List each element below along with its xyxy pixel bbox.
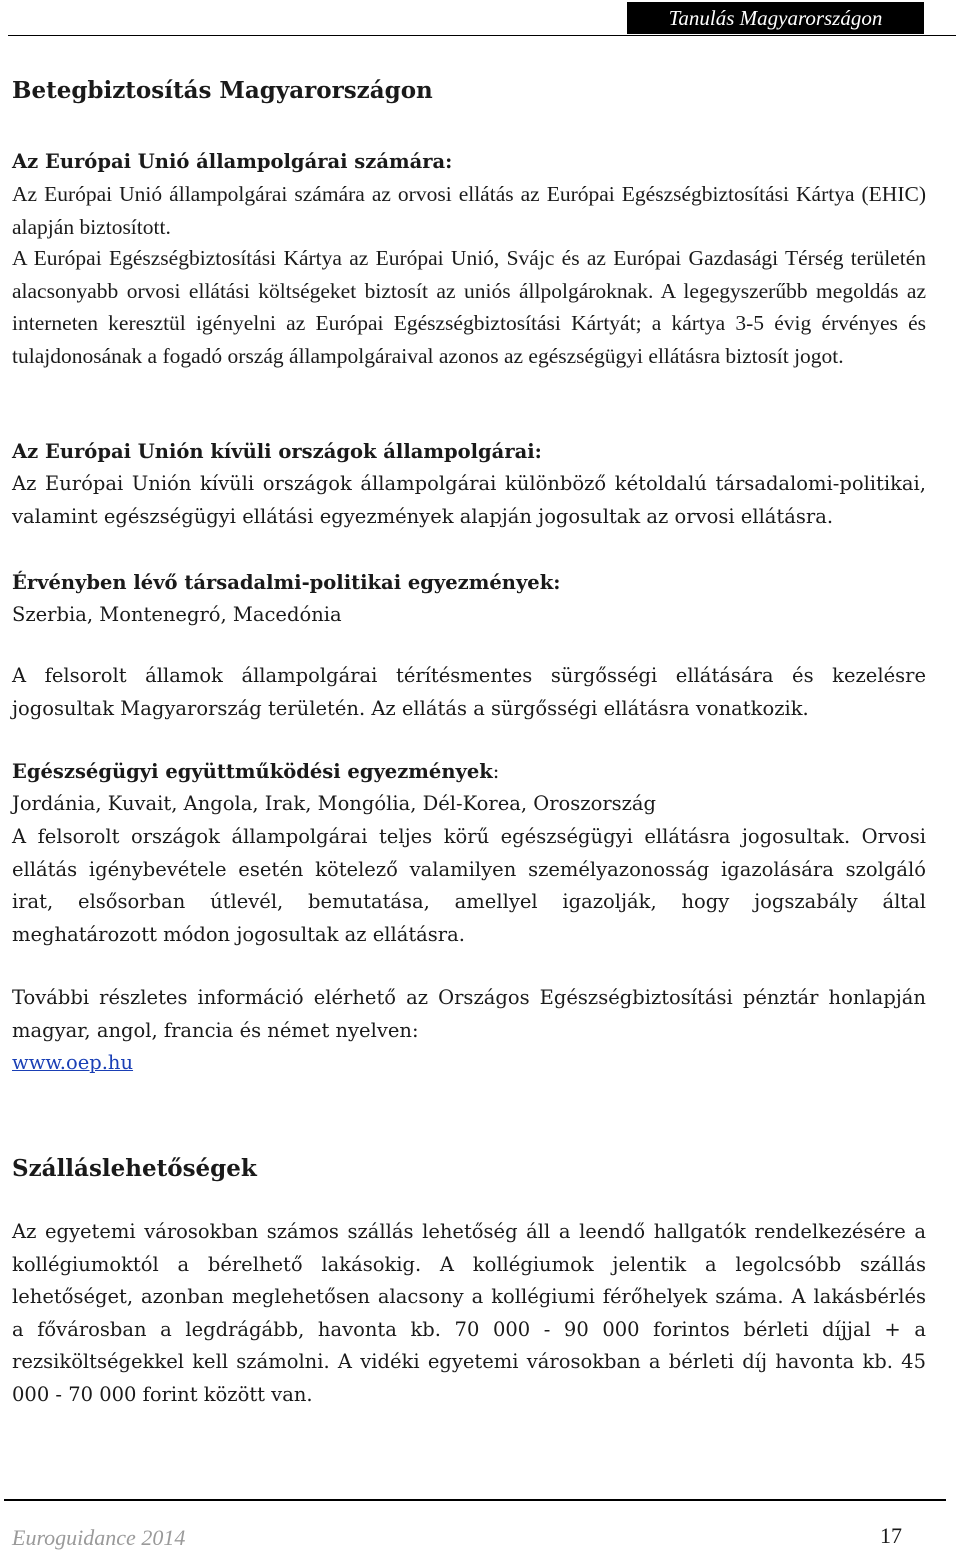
- social-agreements-paragraph: A felsorolt államok állampolgárai térítésmentes sürgősségi ellátására és kezelésre jogosultak Magyarország területén. Az ellátás a sürgősségi ellátásra vonatkozik.: [12, 664, 926, 720]
- info-paragraph: További részletes információ elérhető az Országos Egészségbiztosítási pénztár honlapján magyar, angol, francia és német nyelven:: [12, 986, 926, 1042]
- health-agreements-heading: Egészségügyi együttműködési egyezmények: [12, 760, 493, 783]
- eu-heading: Az Európai Unió állampolgárai számára:: [12, 150, 453, 173]
- social-agreements-countries: Szerbia, Montenegró, Macedónia: [12, 603, 342, 626]
- health-agreements-paragraph: A felsorolt országok állampolgárai teljes körű egészségügyi ellátásra jogosultak. Orvosi ellátás igénybevétele esetén kötelező valamilyen személyazonosság igazolására szolgáló irat, elsősorban útlevél, bemutatása, amellyel igazolják, hogy jogszabály által meghatározott módon jogosultak az ellátásra.: [12, 825, 926, 946]
- section-title-insurance: Betegbiztosítás Magyarországon: [12, 77, 433, 104]
- health-heading-colon: :: [492, 760, 500, 783]
- footer-divider: [4, 1499, 946, 1501]
- header-divider: [8, 35, 956, 36]
- health-agreements-heading-line: [12, 756, 926, 789]
- oep-link-line: [12, 1047, 926, 1080]
- eu-paragraph-2-lead: [12, 242, 926, 372]
- health-agreements-countries: Jordánia, Kuvait, Angola, Irak, Mongólia, Dél-Korea, Oroszország: [12, 792, 657, 815]
- page-number: 17: [880, 1523, 902, 1548]
- eu-paragraph-2: A Európai Egészségbiztosítási Kártya az Európai Unió, Svájc és az Európai Gazdasági Térség területén alacsonyabb orvosi ellátási költségeket biztosít az uniós állpolgároknak. A legegyszerűbb megoldás az interneten keresztül igényelni az Európai Egészségbiztosítási Kártyát; a kártya 3-5 évig érvényes és tulajdonosának a fogadó ország állampolgáraival azonos az egészségügyi ellátásra biztosít jogot.: [12, 246, 926, 368]
- section-title-accommodation: Szálláslehetőségek: [12, 1155, 257, 1182]
- non-eu-heading: Az Európai Unión kívüli országok állampolgárai:: [12, 440, 542, 463]
- social-agreements-heading: Érvényben lévő társadalmi-politikai egyezmények:: [12, 571, 561, 594]
- running-title: Tanulás Magyarországon: [627, 2, 924, 34]
- eu-paragraph-1: Az Európai Unió állampolgárai számára az orvosi ellátás az Európai Egészségbiztosítási Kártya (EHIC) alapján biztosított.: [12, 182, 926, 239]
- oep-link[interactable]: www.oep.hu: [12, 1051, 134, 1074]
- accommodation-paragraph: Az egyetemi városokban számos szállás lehetőség áll a leendő hallgatók rendelkezésére a kollégiumoktól a bérelhető lakásokig. A kollégiumok jelentik a legolcsóbb szállás lehetőséget, azonban meglehetősen alacsony a kollégiumi férőhelyek száma. A lakásbérlés a fővárosban a legdrágább, havonta kb. 70 000 - 90 000 forintos bérleti díjjal + a rezsiköltségekkel kell számolni. A vidéki egyetemi városokban a bérleti díj havonta kb. 45 000 - 70 000 forint között van.: [12, 1220, 926, 1406]
- non-eu-paragraph: Az Európai Unión kívüli országok állampolgárai különböző kétoldalú társadalomi-politikai, valamint egészségügyi ellátási egyezmények alapján jogosultak az orvosi ellátásra.: [12, 472, 926, 528]
- footer-publisher: Euroguidance 2014: [12, 1525, 186, 1550]
